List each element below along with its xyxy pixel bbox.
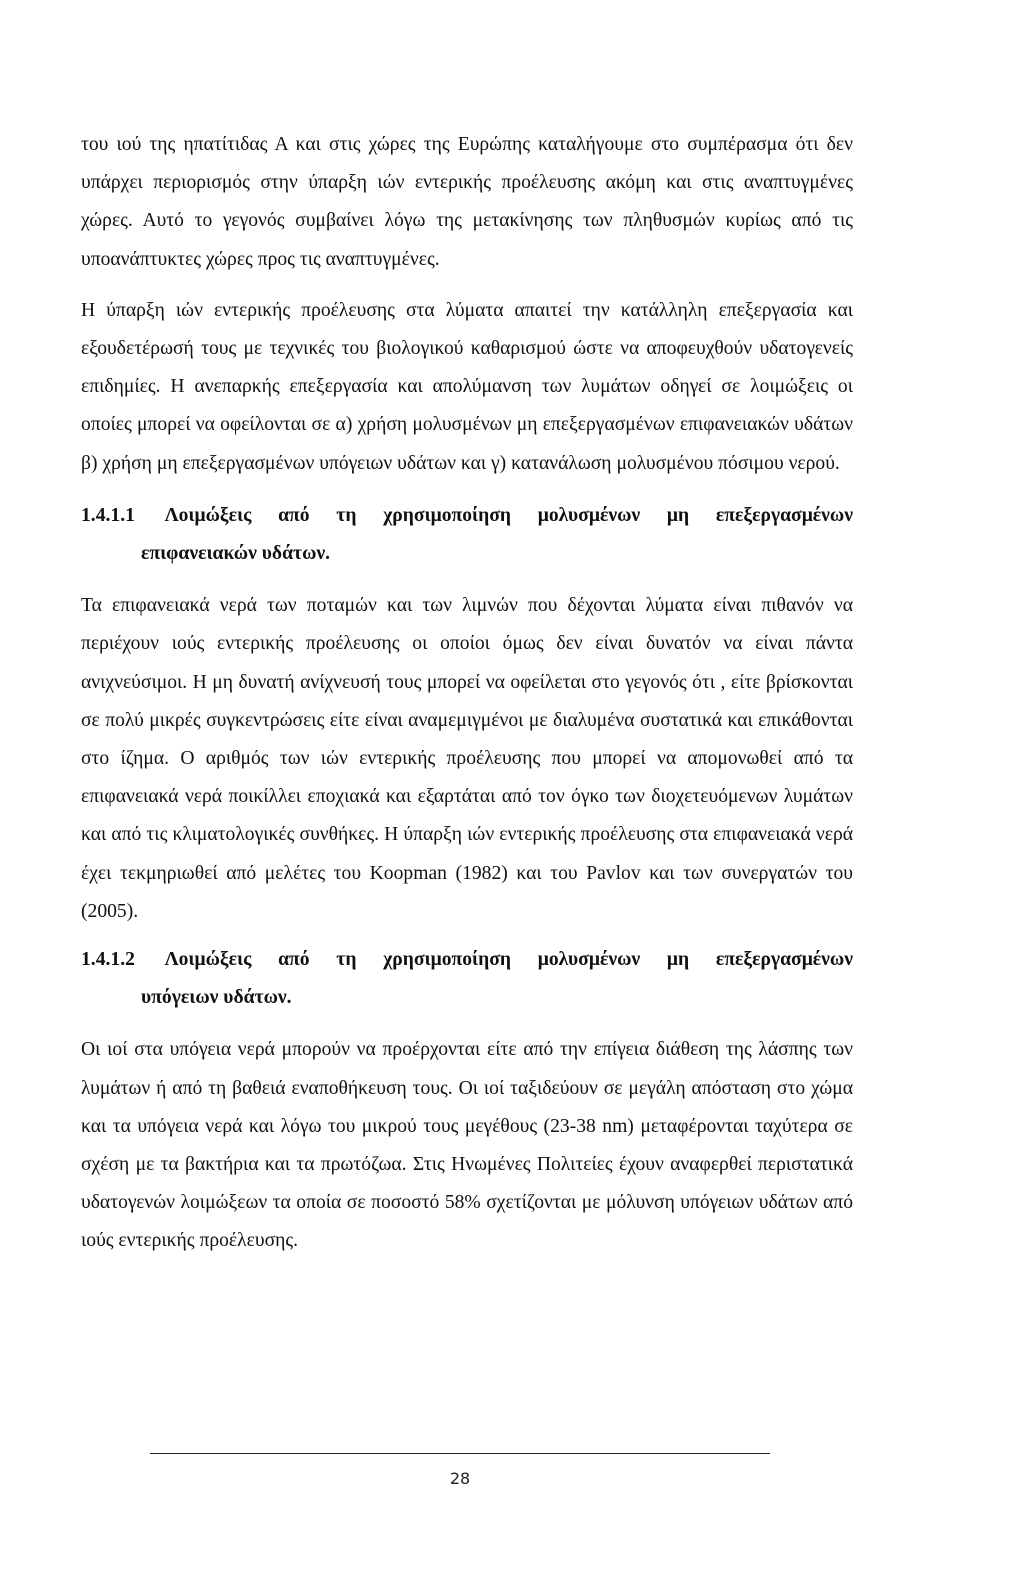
footer-divider <box>150 1453 770 1454</box>
section-heading-line1 <box>81 497 853 535</box>
paragraph-surface-water: Τα επιφανειακά νερά των ποταμών και των λιμνών που δέχονται λύματα είναι πιθανόν να περιέχουν ιούς εντερικής προέλευσης οι οποίοι όμως δεν είναι δυνατόν να είναι πάντα ανιχνεύσιμοι. Η μη δυνατή ανίχνευσή τους μπορεί να οφείλεται στο γεγονός ότι , είτε βρίσκονται σε πολύ μικρές συγκεντρώσεις είτε είναι αναμεμιγμένοι με διαλυμένα συστατικά και επικάθονται στο ίζημα. Ο αριθμός των ιών εντερικής προέλευσης που μπορεί να απομονωθεί από τα επιφανειακά νερά ποικίλλει εποχιακά και εξαρτάται από τον όγκο των διοχετευόμενων λυμάτων και από τις κλιματολογικές συνθήκες. Η ύπαρξη ιών εντερικής προέλευσης στα επιφανειακά νερά έχει τεκμηριωθεί από μελέτες του Koopman (1982) και του Pavlov και των συνεργατών του (2005). <box>81 595 853 922</box>
paragraph-wastewater-treatment: Η ύπαρξη ιών εντερικής προέλευσης στα λύματα απαιτεί την κατάλληλη επεξεργασία και εξουδετέρωσή τους με τεχνικές του βιολογικού καθαρισμού ώστε να αποφευχθούν υδατογενείς επιδημίες. Η ανεπαρκής επεξεργασία και απολύμανση των λυμάτων οδηγεί σε λοιμώξεις οι οποίες μπορεί να οφείλονται σε α) χρήση μολυσμένων μη επεξεργασμένων επιφανειακών υδάτων β) χρήση μη επεξεργασμένων υπόγειων υδάτων και γ) κατανάλωση μολυσμένου πόσιμου νερού. <box>81 299 853 474</box>
section-title-text: Λοιμώξεις από τη χρησιμοποίηση μολυσμένων μη επεξεργασμένων <box>164 949 854 971</box>
document-body <box>81 126 853 1261</box>
section-title-text: Λοιμώξεις από τη χρησιμοποίηση μολυσμένων μη επεξεργασμένων <box>164 504 854 526</box>
section-heading-line2: επιφανειακών υδάτων. <box>141 543 331 565</box>
paragraph-intro-continuation: του ιού της ηπατίτιδας Α και στις χώρες της Ευρώπης καταλήγουμε στο συμπέρασμα ότι δεν υπάρχει περιορισμός στην ύπαρξη ιών εντερικής προέλευσης ακόμη και στις αναπτυγμένες χώρες. Αυτό το γεγονός συμβαίνει λόγω της μετακίνησης των πληθυσμών κυρίως από τις υποανάπτυκτες χώρες προς τις αναπτυγμένες. <box>81 134 853 270</box>
section-heading-1-4-1-2 <box>81 941 853 1017</box>
page-number: 28 <box>449 1469 471 1488</box>
section-heading-1-4-1-1 <box>81 497 853 573</box>
section-number: 1.4.1.2 <box>81 949 135 971</box>
section-heading-line1 <box>81 941 853 979</box>
paragraph-groundwater: Οι ιοί στα υπόγεια νερά μπορούν να προέρχονται είτε από την επίγεια διάθεση της λάσπης των λυμάτων ή από τη βαθειά εναποθήκευση τους. Οι ιοί ταξιδεύουν σε μεγάλη απόσταση στο χώμα και τα υπόγεια νερά και λόγω του μικρού τους μεγέθους (23-38 nm) μεταφέρονται ταχύτερα σε σχέση με τα βακτήρια και τα πρωτόζωα. Στις Ηνωμένες Πολιτείες έχουν αναφερθεί περιστατικά υδατογενών λοιμώξεων τα οποία σε ποσοστό 58% σχετίζονται με μόλυνση υπόγειων υδάτων από ιούς εντερικής προέλευσης. <box>81 1039 853 1252</box>
section-heading-line2: υπόγειων υδάτων. <box>141 987 292 1009</box>
section-number: 1.4.1.1 <box>81 504 135 526</box>
